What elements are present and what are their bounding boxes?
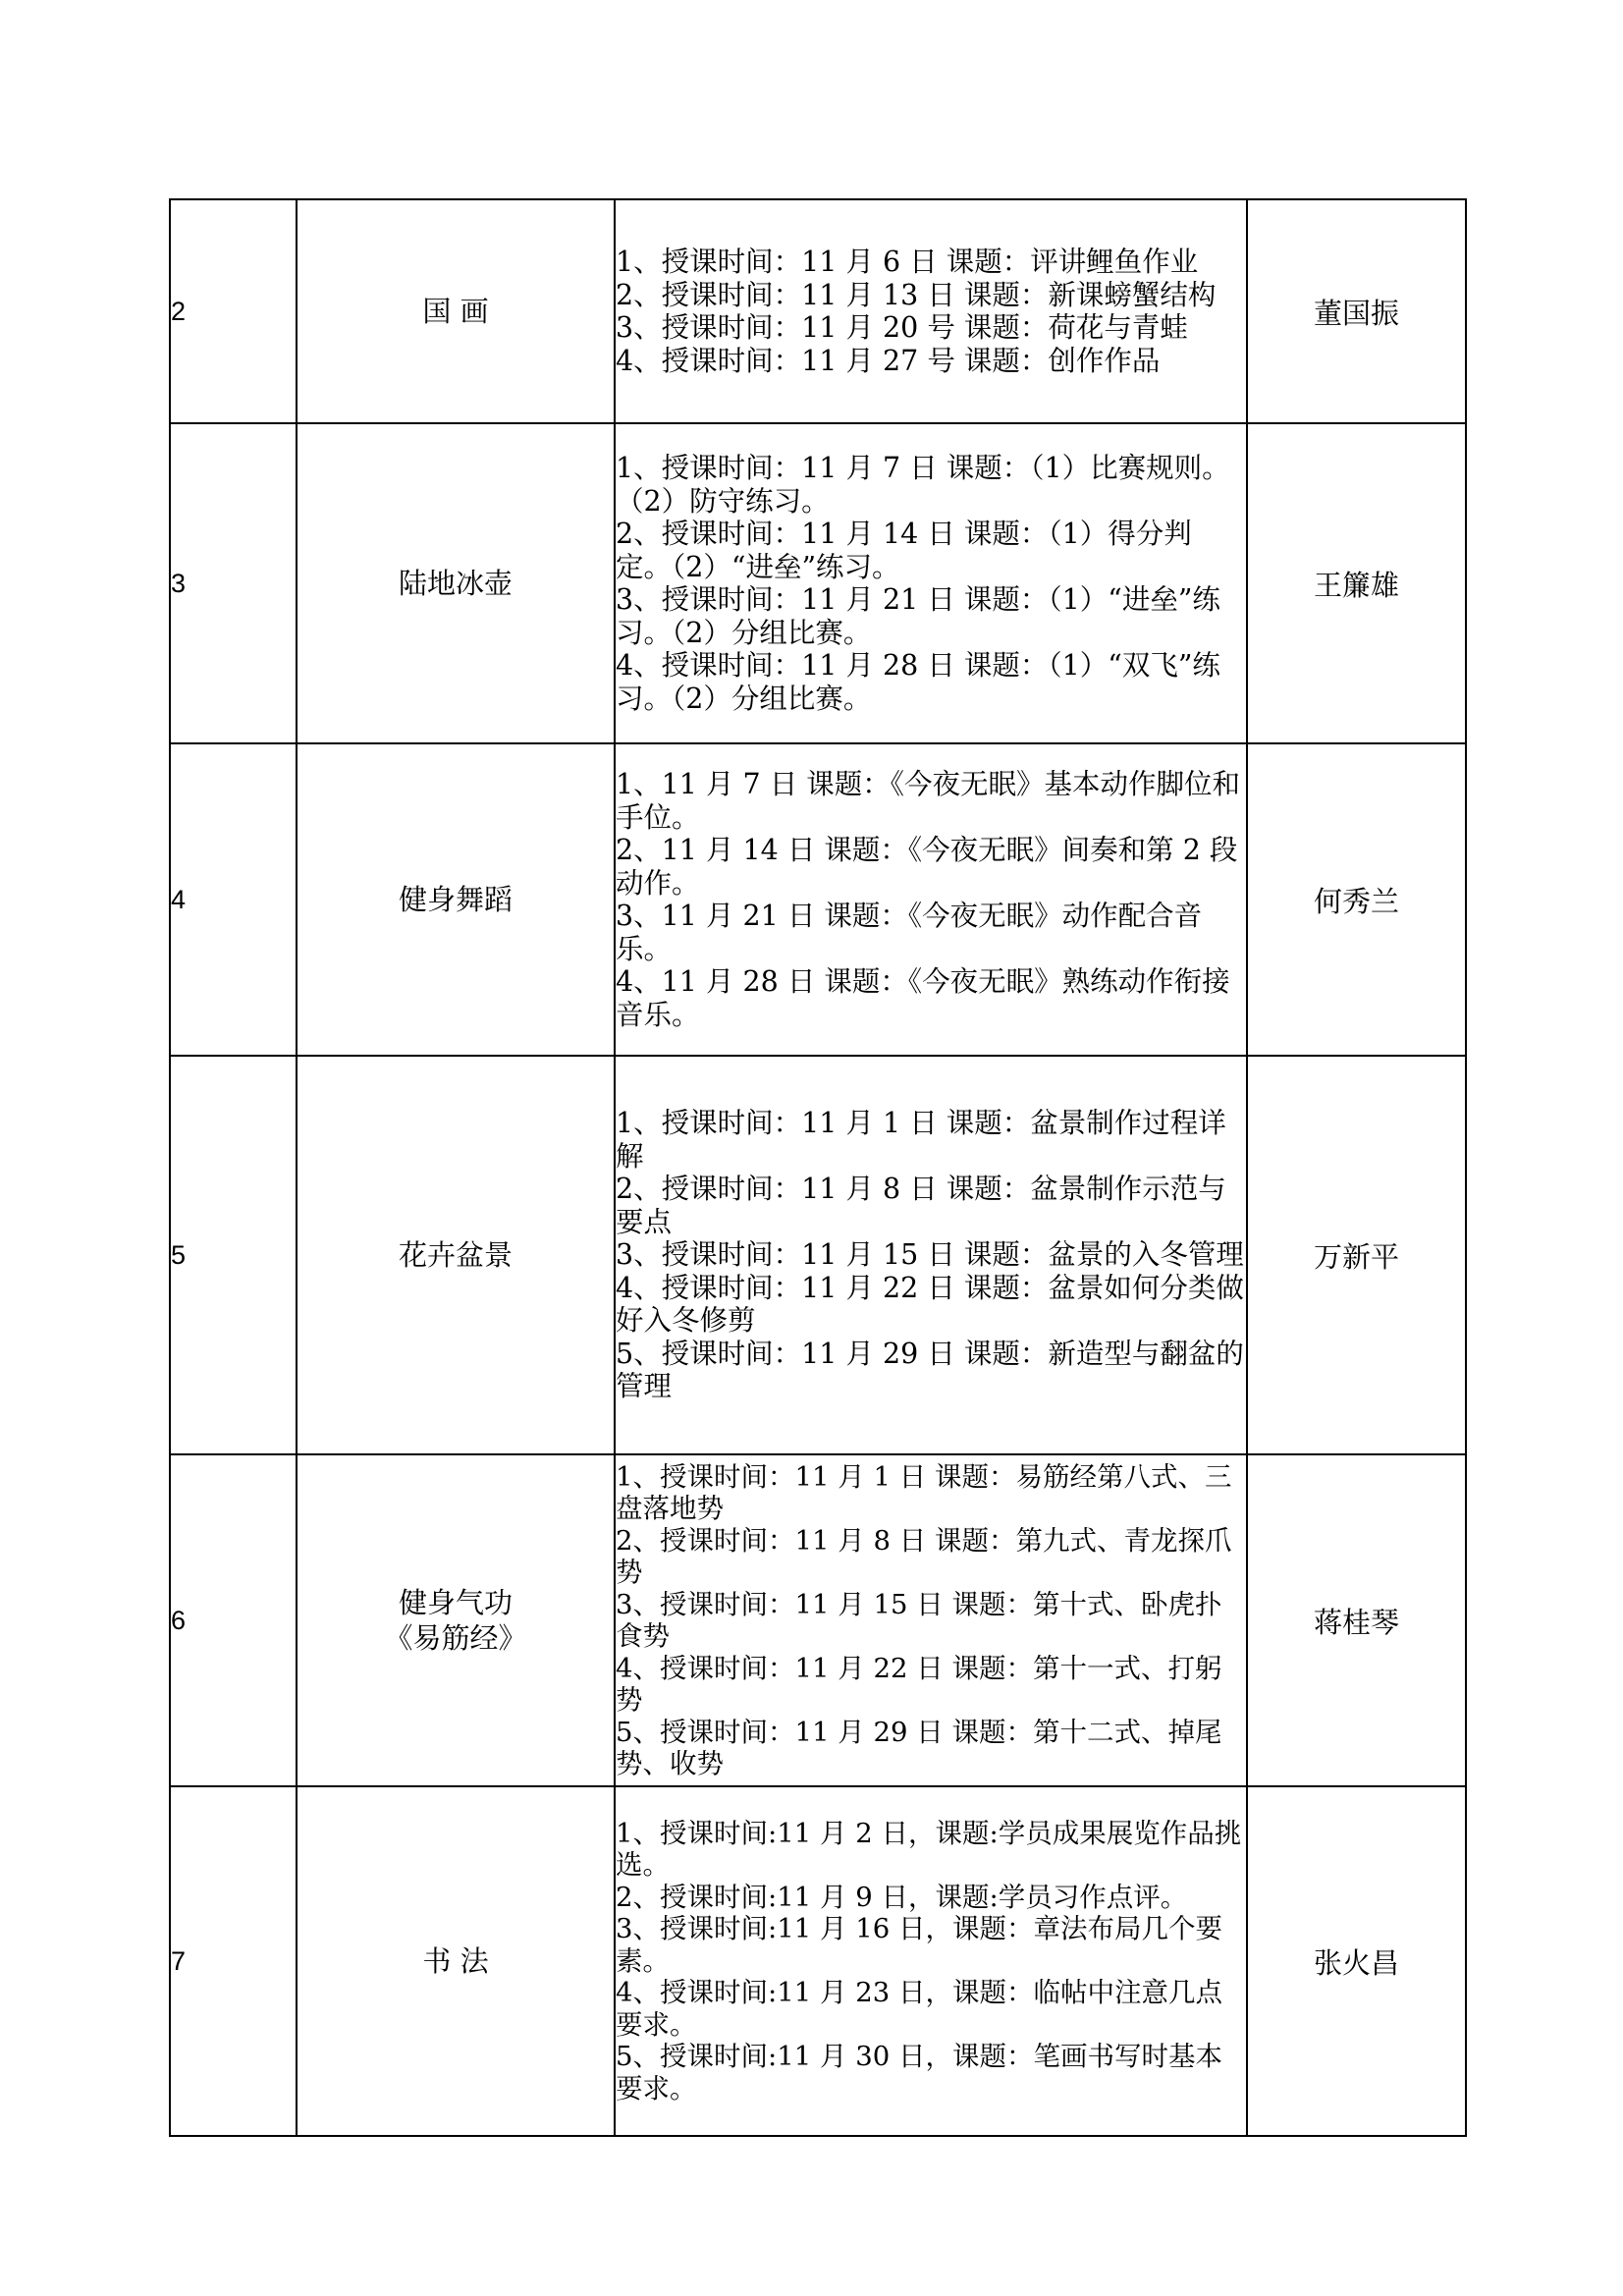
lesson-item: 5、授课时间:11 月 30 日，课题：笔画书写时基本要求。: [616, 2041, 1222, 2105]
course-name-line: 国 画: [422, 295, 489, 328]
lesson-item: 2、授课时间：11 月 13 日 课题：新课螃蟹结构: [616, 278, 1217, 311]
course-name: [297, 423, 615, 743]
row-number: 4: [170, 743, 297, 1056]
lesson-list: [615, 1056, 1247, 1454]
lesson-item: 1、授课时间：11 月 7 日 课题：（1）比赛规则。（2）防守练习。: [616, 452, 1230, 518]
lesson-item: 4、授课时间:11 月 23 日，课题：临帖中注意几点要求。: [616, 1977, 1222, 2041]
teacher-name: 何秀兰: [1247, 743, 1466, 1056]
course-name-line: 健身气功: [398, 1586, 513, 1619]
lesson-item: 1、授课时间：11 月 1 日 课题：盆景制作过程详解: [616, 1107, 1226, 1173]
row-number: 7: [170, 1786, 297, 2136]
row-number: 5: [170, 1056, 297, 1454]
course-name-line: 书 法: [422, 1944, 489, 1978]
table-row: [170, 1786, 1466, 2136]
lesson-item: 2、授课时间：11 月 14 日 课题：（1）得分判定。（2）“进垒”练习。: [616, 518, 1192, 583]
table-row: [170, 1056, 1466, 1454]
lesson-item: 2、授课时间：11 月 8 日 课题：盆景制作示范与要点: [616, 1173, 1226, 1238]
lesson-item: 3、授课时间：11 月 21 日 课题：（1）“进垒”练习。（2）分组比赛。: [616, 583, 1220, 649]
lesson-list: [615, 1454, 1247, 1786]
lesson-item: 5、授课时间：11 月 29 日 课题：第十二式、掉尾势、收势: [616, 1716, 1222, 1779]
table-row: [170, 423, 1466, 743]
lesson-item: 3、授课时间:11 月 16 日，课题：章法布局几个要素。: [616, 1913, 1222, 1977]
course-schedule-table: [169, 198, 1467, 2137]
lesson-item: 4、授课时间：11 月 27 号 课题：创作作品: [616, 344, 1161, 377]
teacher-name: 王簾雄: [1247, 423, 1466, 743]
lesson-item: 3、授课时间：11 月 20 号 课题：荷花与青蛙: [616, 311, 1188, 344]
course-name-line: 《易筋经》: [384, 1621, 527, 1655]
lesson-list: [615, 743, 1247, 1056]
course-name-line: 健身舞蹈: [398, 883, 513, 916]
teacher-name: 董国振: [1247, 199, 1466, 423]
lesson-item: 3、授课时间：11 月 15 日 课题：第十式、卧虎扑食势: [616, 1588, 1222, 1652]
lesson-item: 4、授课时间：11 月 22 日 课题：盆景如何分类做好入冬修剪: [616, 1271, 1244, 1338]
lesson-item: 4、授课时间：11 月 28 日 课题：（1）“双飞”练习。（2）分组比赛。: [616, 649, 1220, 715]
lesson-item: 1、授课时间:11 月 2 日，课题:学员成果展览作品挑选。: [616, 1817, 1242, 1882]
table-row: [170, 1454, 1466, 1786]
course-name: [297, 743, 615, 1056]
course-name: [297, 199, 615, 423]
lesson-item: 5、授课时间：11 月 29 日 课题：新造型与翻盆的管理: [616, 1337, 1244, 1403]
lesson-list: [615, 1786, 1247, 2136]
course-name: [297, 1454, 615, 1786]
row-number: 6: [170, 1454, 297, 1786]
row-number: 3: [170, 423, 297, 743]
teacher-name: 蒋桂琴: [1247, 1454, 1466, 1786]
course-name: [297, 1786, 615, 2136]
table-row: [170, 199, 1466, 423]
lesson-item: 1、授课时间：11 月 6 日 课题：评讲鲤鱼作业: [616, 246, 1199, 278]
lesson-list: [615, 199, 1247, 423]
lesson-item: 3、授课时间：11 月 15 日 课题：盆景的入冬管理: [616, 1238, 1244, 1272]
lesson-item: 2、11 月 14 日 课题：《今夜无眠》间奏和第 2 段动作。: [616, 834, 1238, 900]
lesson-list: [615, 423, 1247, 743]
table-row: [170, 743, 1466, 1056]
course-name-line: 花卉盆景: [398, 1238, 513, 1272]
lesson-item: 3、11 月 21 日 课题：《今夜无眠》动作配合音乐。: [616, 900, 1203, 965]
lesson-item: 2、授课时间:11 月 9 日，课题:学员习作点评。: [616, 1881, 1188, 1913]
course-name: [297, 1056, 615, 1454]
course-name-line: 陆地冰壶: [398, 567, 513, 600]
teacher-name: 万新平: [1247, 1056, 1466, 1454]
lesson-item: 2、授课时间：11 月 8 日 课题：第九式、青龙探爪势: [616, 1524, 1232, 1588]
lesson-item: 4、11 月 28 日 课题：《今夜无眠》熟练动作衔接音乐。: [616, 965, 1230, 1031]
row-number: 2: [170, 199, 297, 423]
lesson-item: 4、授课时间：11 月 22 日 课题：第十一式、打躬势: [616, 1652, 1222, 1716]
lesson-item: 1、授课时间：11 月 1 日 课题：易筋经第八式、三盘落地势: [616, 1460, 1232, 1524]
lesson-item: 1、11 月 7 日 课题：《今夜无眠》基本动作脚位和手位。: [616, 768, 1241, 834]
teacher-name: 张火昌: [1247, 1786, 1466, 2136]
